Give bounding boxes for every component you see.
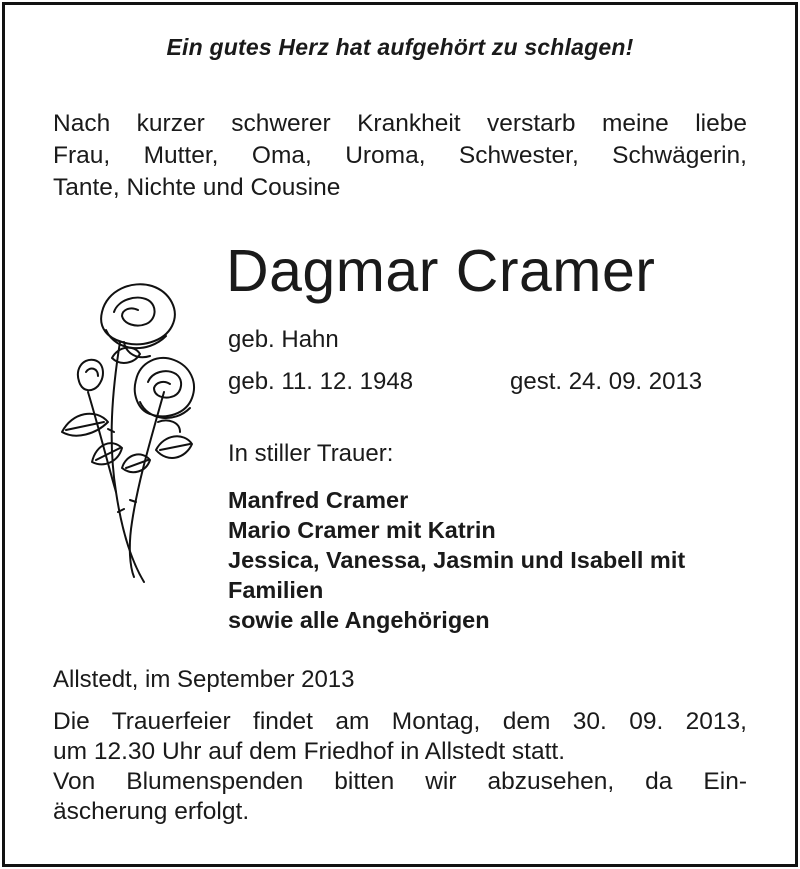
rose-icon [52, 272, 202, 592]
death-date: gest. 24. 09. 2013 [510, 368, 703, 395]
mourner-line: Mario Cramer mit Katrin [228, 517, 496, 543]
mourner-line: Jessica, Vanessa, Jasmin und Isabell mit [228, 547, 686, 573]
mourners-list [228, 485, 748, 635]
ceremony-text [53, 707, 747, 827]
mourner-line: Familien [228, 577, 324, 603]
notice-headline: Ein gutes Herz hat aufgehört zu schlagen! [166, 34, 634, 60]
ceremony-line: Die Trauerfeier findet am Montag, dem 30. 09. 2013, [53, 708, 747, 735]
ceremony-line: Von Blumenspenden bitten wir abzusehen, da Ein- [53, 768, 747, 795]
mourning-label: In stiller Trauer: [228, 440, 394, 467]
mourner-line: sowie alle Angehörigen [228, 607, 490, 633]
deceased-name: Dagmar Cramer [226, 238, 656, 304]
life-dates [228, 368, 740, 396]
intro-line: Tante, Nichte und Cousine [53, 174, 341, 201]
intro-line: Nach kurzer schwerer Krankheit verstarb meine liebe [53, 110, 747, 137]
birth-date: geb. 11. 12. 1948 [228, 368, 414, 395]
maiden-name: geb. Hahn [228, 326, 339, 353]
intro-line: Frau, Mutter, Oma, Uroma, Schwester, Schwägerin, [53, 142, 747, 169]
intro-text [53, 108, 747, 204]
ceremony-line: äscherung erfolgt. [53, 798, 250, 825]
ceremony-line: um 12.30 Uhr auf dem Friedhof in Allstedt statt. [53, 738, 566, 765]
mourner-line: Manfred Cramer [228, 487, 409, 513]
place-date: Allstedt, im September 2013 [53, 666, 355, 693]
